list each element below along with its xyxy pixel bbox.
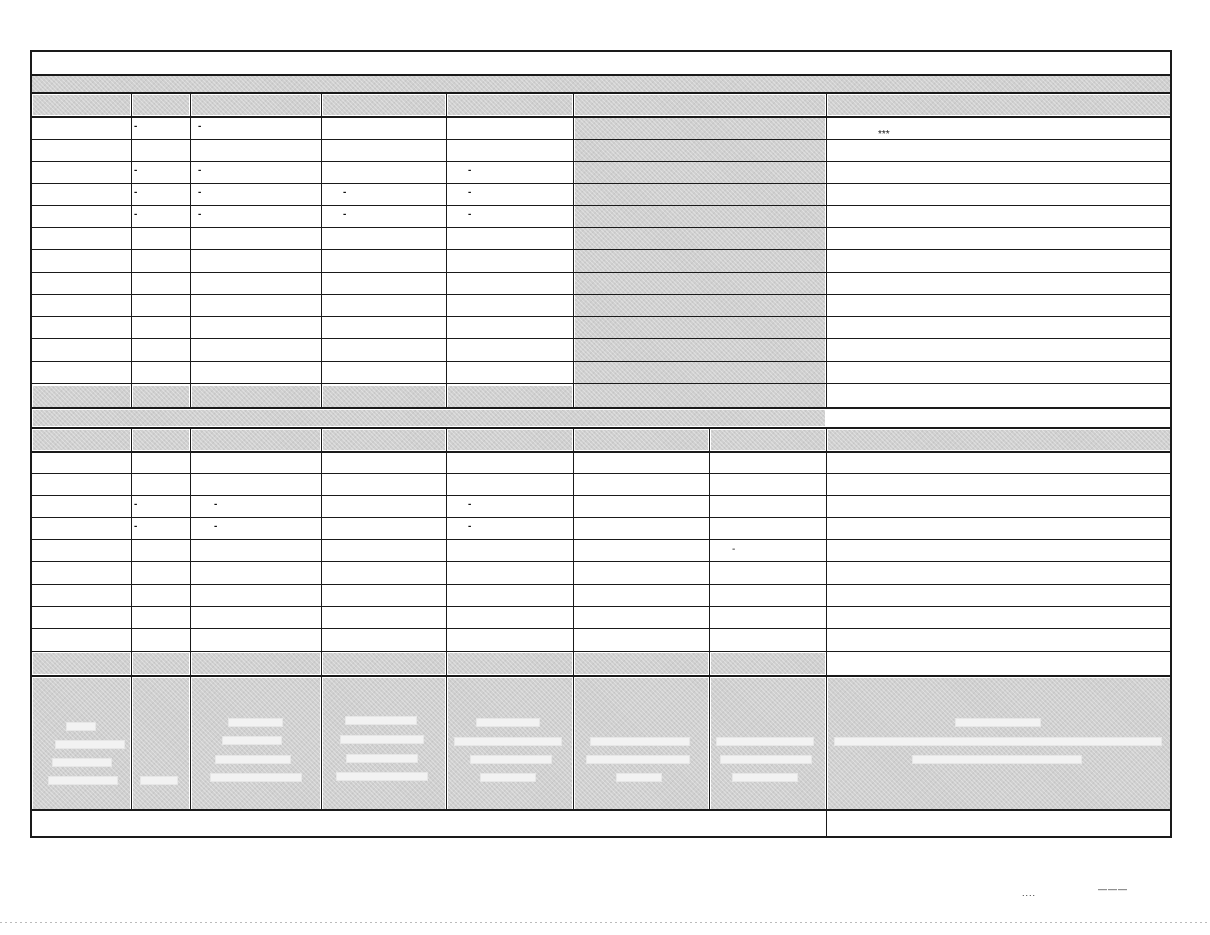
- redacted-label: [732, 773, 798, 782]
- upper-mark: -: [198, 121, 202, 132]
- lower-col-divider: [321, 428, 322, 810]
- upper-row-line: [30, 383, 1172, 384]
- lower-col-header-4: [323, 430, 445, 450]
- upper-row-line: [30, 272, 1172, 273]
- lower-total-cell-2: [133, 653, 189, 674]
- upper-table-bottom: [30, 407, 1172, 409]
- redacted-label: [340, 735, 424, 744]
- lower-col-divider: [190, 428, 191, 810]
- lower-total-bottom: [30, 675, 1172, 677]
- redacted-label: [720, 755, 812, 764]
- lower-table-top: [30, 427, 1172, 429]
- upper-col-divider: [131, 93, 132, 408]
- upper-col-header-6: [575, 95, 825, 115]
- redacted-label: [52, 758, 112, 767]
- upper-note-mark: ***: [878, 129, 890, 140]
- redacted-label: [55, 740, 125, 749]
- upper-row-line: [30, 139, 1172, 140]
- upper-total-row-3: [192, 386, 320, 408]
- upper-row-line: [30, 227, 1172, 228]
- upper-mark: -: [134, 121, 138, 132]
- upper-col-divider: [826, 93, 827, 408]
- upper-col-divider: [446, 93, 447, 408]
- upper-total-row-5: [448, 386, 572, 408]
- upper-total-row-1: [33, 386, 130, 408]
- upper-col-header-5: [448, 95, 572, 115]
- lower-mark: -: [134, 499, 138, 510]
- upper-header-divider: [30, 92, 1172, 94]
- lower-total-cell-3: [192, 653, 320, 674]
- upper-col-header-2: [133, 95, 189, 115]
- upper-mark: -: [134, 165, 138, 176]
- upper-mark: -: [343, 209, 347, 220]
- upper-col-header-3: [192, 95, 320, 115]
- lower-total-cell-4: [323, 653, 445, 674]
- redacted-label: [140, 776, 178, 785]
- redacted-label: [912, 755, 1082, 764]
- lower-col-divider: [446, 428, 447, 810]
- redacted-label: [586, 755, 690, 764]
- lower-col-header-6: [575, 430, 708, 450]
- upper-row-line: [30, 316, 1172, 317]
- lower-total-cell-7: [711, 653, 825, 674]
- lower-total-cell-5: [448, 653, 572, 674]
- upper-mark: -: [198, 209, 202, 220]
- redacted-label: [346, 754, 418, 763]
- lower-row-line: [30, 473, 1172, 474]
- upper-total-row-4: [323, 386, 445, 408]
- lower-row-line: [30, 539, 1172, 540]
- lower-row-line: [30, 495, 1172, 496]
- redacted-label: [228, 718, 283, 727]
- lower-row-line: [30, 628, 1172, 629]
- lower-col-header-3: [192, 430, 320, 450]
- upper-row-line: [30, 361, 1172, 362]
- summary-bottom: [30, 809, 1172, 811]
- redacted-label: [345, 716, 417, 725]
- upper-col-header-4: [323, 95, 445, 115]
- redacted-label: [48, 776, 118, 785]
- upper-mark: -: [134, 187, 138, 198]
- upper-row-line: [30, 294, 1172, 295]
- lower-mark: -: [214, 521, 218, 532]
- upper-col-divider: [321, 93, 322, 408]
- redacted-label: [210, 773, 302, 782]
- lower-col-divider: [573, 428, 574, 810]
- upper-row-line: [30, 205, 1172, 206]
- lower-col-divider: [131, 428, 132, 810]
- redacted-label: [66, 722, 96, 731]
- lower-mark: -: [468, 521, 472, 532]
- lower-col-header-5: [448, 430, 572, 450]
- upper-mark: -: [198, 165, 202, 176]
- redacted-label: [215, 755, 291, 764]
- lower-col-header-1: [33, 430, 130, 450]
- lower-mark: -: [134, 521, 138, 532]
- upper-col-divider: [190, 93, 191, 408]
- upper-col-divider: [573, 93, 574, 408]
- upper-total-row-2: [133, 386, 189, 408]
- lower-total-cell-1: [33, 653, 130, 674]
- upper-mark: -: [198, 187, 202, 198]
- footer-right-code: ———: [1098, 884, 1128, 894]
- redacted-label: [336, 772, 428, 781]
- lower-col-header-2: [133, 430, 189, 450]
- lower-total-cell-6: [575, 653, 708, 674]
- summary-block-2: [133, 678, 189, 809]
- lower-col-header-8: [828, 430, 1170, 450]
- redacted-label: [470, 755, 552, 764]
- section-header-band-upper: [32, 76, 1170, 92]
- redacted-label: [476, 718, 540, 727]
- upper-row-line: [30, 183, 1172, 184]
- redacted-label: [716, 737, 814, 746]
- upper-row-line: [30, 338, 1172, 339]
- upper-row-line: [30, 249, 1172, 250]
- upper-col-header-7: [828, 95, 1170, 115]
- lower-row-line: [30, 606, 1172, 607]
- lower-col-header-7: [711, 430, 825, 450]
- lower-row-line: [30, 517, 1172, 518]
- lower-header-bottom: [30, 451, 1172, 453]
- lower-mark: -: [732, 544, 736, 555]
- section-header-band-lower: [33, 410, 825, 426]
- upper-col-header-1: [33, 95, 130, 115]
- lower-mark: -: [468, 499, 472, 510]
- lower-col-divider: [709, 428, 710, 810]
- lower-row-line: [30, 584, 1172, 585]
- lower-row-line: [30, 651, 1172, 652]
- redacted-label: [616, 773, 662, 782]
- upper-mark: -: [468, 187, 472, 198]
- lower-col-divider: [826, 428, 827, 838]
- upper-mark: -: [468, 209, 472, 220]
- upper-mark: -: [343, 187, 347, 198]
- scan-edge-line: [0, 922, 1210, 923]
- redacted-label: [480, 773, 536, 782]
- upper-mark: -: [468, 165, 472, 176]
- footer-left-code: ....: [1022, 888, 1037, 898]
- redacted-label: [590, 737, 690, 746]
- redacted-label: [454, 737, 562, 746]
- upper-row-line: [30, 161, 1172, 162]
- upper-mark: -: [134, 209, 138, 220]
- redacted-label: [834, 737, 1162, 746]
- redacted-label: [222, 736, 282, 745]
- lower-row-line: [30, 561, 1172, 562]
- redacted-label: [955, 718, 1041, 727]
- lower-mark: -: [214, 499, 218, 510]
